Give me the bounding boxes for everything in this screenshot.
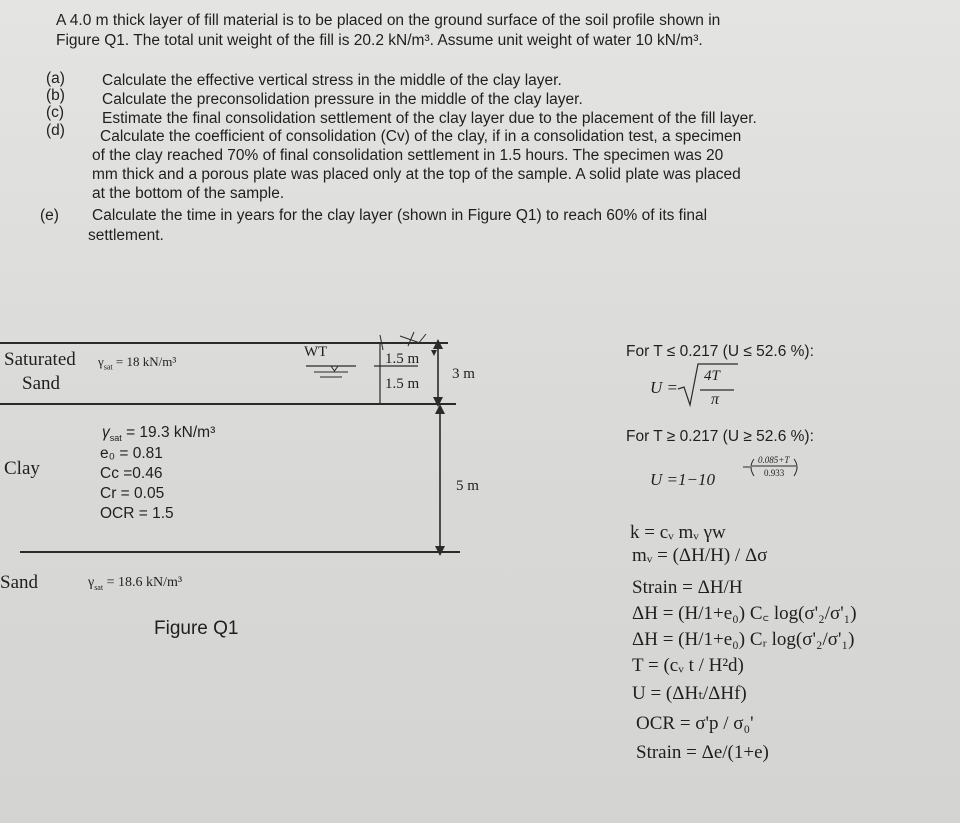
clay-label: Clay bbox=[4, 458, 40, 479]
intro-line-2: Figure Q1. The total unit weight of the fill is 20.2 kN/m³. Assume unit weight of water 10 kN/m³. bbox=[56, 32, 703, 49]
arrow-5m-up-icon bbox=[435, 404, 445, 414]
dimension-1.5m-upper: 1.5 m bbox=[385, 351, 420, 367]
question-e-text-2: settlement. bbox=[88, 227, 164, 244]
question-c-label: (c) bbox=[46, 104, 65, 121]
dimension-5m: 5 m bbox=[456, 478, 479, 494]
formula-1-denominator: π bbox=[711, 391, 720, 408]
question-d-text-2: of the clay reached 70% of final consolidation settlement in 1.5 hours. The specimen was 20 bbox=[92, 147, 724, 164]
formula-ocr: OCR = σ'p / σ₀' bbox=[636, 713, 754, 734]
question-e-label: (e) bbox=[40, 207, 59, 224]
formula-2-exponent-numerator: 0.085+T bbox=[758, 455, 790, 465]
formula-permeability: k = cᵥ mᵥ γw bbox=[630, 522, 726, 543]
water-table-triangle-icon bbox=[331, 366, 338, 371]
question-d-text-3: mm thick and a porous plate was placed only at the top of the sample. A solid plate was placed bbox=[92, 166, 741, 183]
dimension-1.5m-lower: 1.5 m bbox=[385, 376, 420, 392]
clay-cr: Cr = 0.05 bbox=[100, 485, 165, 502]
exponent-paren-left bbox=[751, 459, 754, 476]
formula-mv: mᵥ = (ΔH/H) / Δσ bbox=[632, 545, 768, 566]
question-d-text-1: Calculate the coefficient of consolidation (Cv) of the clay, if in a consolidation test, a specimen bbox=[100, 128, 742, 145]
formula-time-factor: T = (cᵥ t / H²d) bbox=[632, 655, 744, 676]
dimension-3m: 3 m bbox=[452, 366, 475, 382]
figure-caption: Figure Q1 bbox=[154, 618, 239, 639]
question-e-text-1: Calculate the time in years for the clay layer (shown in Figure Q1) to reach 60% of its final bbox=[92, 207, 708, 224]
question-d-label: (d) bbox=[46, 122, 65, 139]
formula-settlement-cr: ΔH = (H/1+e₀) Cᵣ log(σ'₂/σ'₁) bbox=[632, 629, 855, 650]
formula-1-lhs: U = bbox=[650, 378, 678, 397]
intro-line-1: A 4.0 m thick layer of fill material is to be placed on the ground surface of the soil profile shown in bbox=[56, 12, 721, 29]
formula-settlement-cc: ΔH = (H/1+e₀) C꜀ log(σ'₂/σ'₁) bbox=[632, 603, 857, 624]
question-b-text: Calculate the preconsolidation pressure in the middle of the clay layer. bbox=[102, 91, 583, 108]
saturated-sand-label-1: Saturated bbox=[4, 349, 76, 370]
formula-2-lhs: U =1−10 bbox=[650, 470, 715, 489]
bottom-sand-label: Sand bbox=[0, 572, 38, 593]
formula-strain-1: Strain = ΔH/H bbox=[632, 577, 743, 598]
formula-2-exponent-denominator: 0.933 bbox=[764, 468, 785, 478]
exponent-paren-right bbox=[794, 459, 797, 476]
clay-cc: Cc =0.46 bbox=[100, 465, 163, 482]
arrow-small-icon bbox=[431, 350, 437, 356]
water-table-label: WT bbox=[304, 344, 328, 360]
question-a-label: (a) bbox=[46, 70, 65, 87]
saturated-sand-label-2: Sand bbox=[22, 373, 60, 394]
clay-ocr: OCR = 1.5 bbox=[100, 505, 174, 522]
formula-condition-2: For T ≥ 0.217 (U ≥ 52.6 %): bbox=[626, 428, 814, 445]
formula-1-numerator: 4T bbox=[704, 368, 720, 384]
question-d-text-4: at the bottom of the sample. bbox=[92, 185, 285, 202]
question-b-label: (b) bbox=[46, 87, 65, 104]
saturated-sand-gamma: $\gamma_{sat} = 18$ kN/m³ bbox=[98, 354, 177, 372]
formula-strain-2: Strain = Δe/(1+e) bbox=[636, 742, 769, 763]
question-c-text: Estimate the final consolidation settlement of the clay layer due to the placement of the fill layer. bbox=[102, 110, 757, 127]
question-a-text: Calculate the effective vertical stress in the middle of the clay layer. bbox=[102, 72, 562, 89]
clay-gamma: $\gamma_{sat} = 19.3$ kN/m³ bbox=[102, 424, 216, 444]
bottom-sand-gamma: $\gamma_{sat} = 18.6$ kN/m³ bbox=[88, 575, 183, 592]
arrow-3m-down-icon bbox=[433, 397, 443, 407]
formula-condition-1: For T ≤ 0.217 (U ≤ 52.6 %): bbox=[626, 343, 814, 360]
clay-void-ratio: e₀ = 0.81 bbox=[100, 445, 163, 462]
formula-degree-consolidation: U = (ΔHₜ/ΔHf) bbox=[632, 683, 747, 704]
